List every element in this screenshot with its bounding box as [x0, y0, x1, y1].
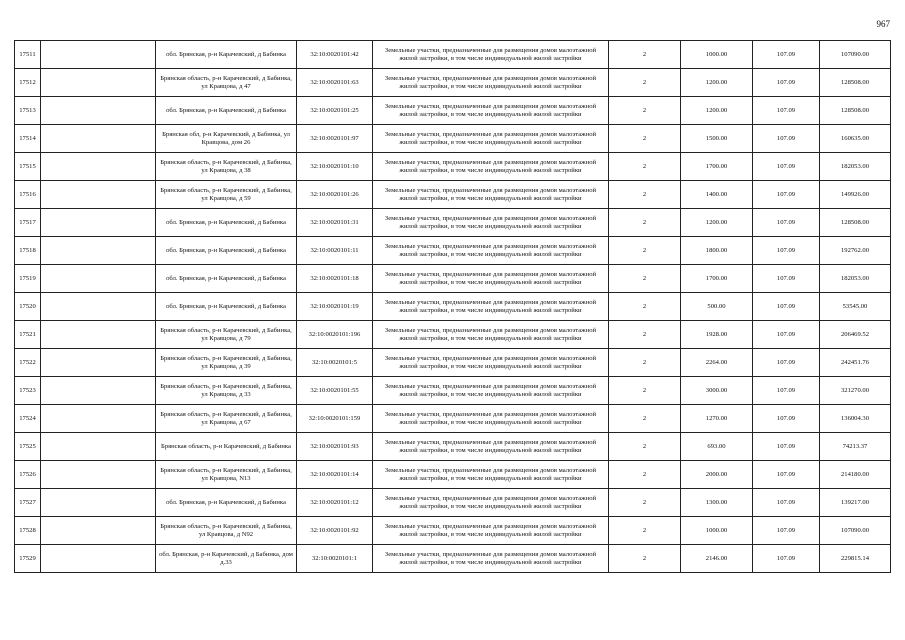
row-number: 17523	[15, 377, 41, 405]
address-cell: Брянская область, р-н Карачевский, д Бабинка, ул Кравцова, д 47	[156, 69, 297, 97]
spacer-cell	[41, 545, 156, 573]
address-cell: обл. Брянская, р-н Карачевский, д Бабинка	[156, 293, 297, 321]
group-code-cell: 2	[609, 433, 681, 461]
address-cell: Брянская область, р-н Карачевский, д Бабинка, ул Кравцова, д N92	[156, 517, 297, 545]
cadastral-number-cell: 32:10:0020101:42	[297, 41, 373, 69]
specific-value-cell: 107.09	[753, 153, 820, 181]
area-cell: 693.00	[681, 433, 753, 461]
area-cell: 1800.00	[681, 237, 753, 265]
specific-value-cell: 107.09	[753, 461, 820, 489]
row-number: 17525	[15, 433, 41, 461]
cadastral-value-cell: 214180.00	[820, 461, 891, 489]
specific-value-cell: 107.09	[753, 321, 820, 349]
cadastral-value-cell: 128508.00	[820, 97, 891, 125]
spacer-cell	[41, 293, 156, 321]
area-cell: 3000.00	[681, 377, 753, 405]
cadastral-value-cell: 182053.00	[820, 153, 891, 181]
specific-value-cell: 107.09	[753, 181, 820, 209]
cadastral-number-cell: 32:10:0020101:55	[297, 377, 373, 405]
row-number: 17513	[15, 97, 41, 125]
table-row	[15, 461, 891, 489]
land-purpose-cell: Земельные участки, предназначенные для размещения домов малоэтажной жилой застройки, в том числе индивидуальной жилой застройки	[373, 321, 609, 349]
spacer-cell	[41, 97, 156, 125]
cadastral-value-cell: 229815.14	[820, 545, 891, 573]
area-cell: 1500.00	[681, 125, 753, 153]
spacer-cell	[41, 461, 156, 489]
cadastral-number-cell: 32:10:0020101:92	[297, 517, 373, 545]
address-cell: обл. Брянская, р-н Карачевский, д Бабинка	[156, 209, 297, 237]
group-code-cell: 2	[609, 517, 681, 545]
group-code-cell: 2	[609, 209, 681, 237]
spacer-cell	[41, 237, 156, 265]
spacer-cell	[41, 125, 156, 153]
group-code-cell: 2	[609, 125, 681, 153]
cadastral-value-cell: 107090.00	[820, 517, 891, 545]
cadastral-value-cell: 242451.76	[820, 349, 891, 377]
address-cell: Брянская область, р-н Карачевский, д Бабинка, ул Кравцова, д 79	[156, 321, 297, 349]
spacer-cell	[41, 181, 156, 209]
row-number: 17514	[15, 125, 41, 153]
land-purpose-cell: Земельные участки, предназначенные для размещения домов малоэтажной жилой застройки, в том числе индивидуальной жилой застройки	[373, 517, 609, 545]
area-cell: 1300.00	[681, 489, 753, 517]
spacer-cell	[41, 405, 156, 433]
row-number: 17529	[15, 545, 41, 573]
land-purpose-cell: Земельные участки, предназначенные для размещения домов малоэтажной жилой застройки, в том числе индивидуальной жилой застройки	[373, 153, 609, 181]
group-code-cell: 2	[609, 405, 681, 433]
land-purpose-cell: Земельные участки, предназначенные для размещения домов малоэтажной жилой застройки, в том числе индивидуальной жилой застройки	[373, 181, 609, 209]
row-number: 17511	[15, 41, 41, 69]
specific-value-cell: 107.09	[753, 377, 820, 405]
table-row	[15, 517, 891, 545]
specific-value-cell: 107.09	[753, 125, 820, 153]
table-row	[15, 41, 891, 69]
group-code-cell: 2	[609, 489, 681, 517]
cadastral-number-cell: 32:10:0020101:93	[297, 433, 373, 461]
area-cell: 1270.00	[681, 405, 753, 433]
land-purpose-cell: Земельные участки, предназначенные для размещения домов малоэтажной жилой застройки, в том числе индивидуальной жилой застройки	[373, 265, 609, 293]
address-cell: обл. Брянская, р-н Карачевский, д Бабинка	[156, 41, 297, 69]
area-cell: 1400.00	[681, 181, 753, 209]
group-code-cell: 2	[609, 545, 681, 573]
spacer-cell	[41, 433, 156, 461]
spacer-cell	[41, 377, 156, 405]
row-number: 17524	[15, 405, 41, 433]
area-cell: 1700.00	[681, 153, 753, 181]
table-row	[15, 265, 891, 293]
cadastral-number-cell: 32:10:0020101:1	[297, 545, 373, 573]
table-row	[15, 293, 891, 321]
land-purpose-cell: Земельные участки, предназначенные для размещения домов малоэтажной жилой застройки, в том числе индивидуальной жилой застройки	[373, 349, 609, 377]
cadastral-number-cell: 32:10:0020101:97	[297, 125, 373, 153]
cadastral-number-cell: 32:10:0020101:11	[297, 237, 373, 265]
spacer-cell	[41, 41, 156, 69]
table-row	[15, 321, 891, 349]
table-row	[15, 433, 891, 461]
table-row	[15, 237, 891, 265]
address-cell: обл. Брянская, р-н Карачевский, д Бабинка	[156, 97, 297, 125]
row-number: 17526	[15, 461, 41, 489]
area-cell: 1000.00	[681, 517, 753, 545]
area-cell: 1200.00	[681, 209, 753, 237]
area-cell: 1200.00	[681, 97, 753, 125]
group-code-cell: 2	[609, 461, 681, 489]
cadastral-value-cell: 128508.00	[820, 69, 891, 97]
specific-value-cell: 107.09	[753, 293, 820, 321]
spacer-cell	[41, 265, 156, 293]
table-row	[15, 349, 891, 377]
cadastral-number-cell: 32:10:0020101:12	[297, 489, 373, 517]
row-number: 17518	[15, 237, 41, 265]
address-cell: Брянская область, р-н Карачевский, д Бабинка, ул Кравцова, д 33	[156, 377, 297, 405]
group-code-cell: 2	[609, 377, 681, 405]
row-number: 17516	[15, 181, 41, 209]
cadastral-value-cell: 53545.00	[820, 293, 891, 321]
spacer-cell	[41, 489, 156, 517]
address-cell: Брянская обл, р-н Карачевский, д Бабинка, ул Кравцова, дом 26	[156, 125, 297, 153]
land-purpose-cell: Земельные участки, предназначенные для размещения домов малоэтажной жилой застройки, в том числе индивидуальной жилой застройки	[373, 97, 609, 125]
specific-value-cell: 107.09	[753, 545, 820, 573]
area-cell: 1000.00	[681, 41, 753, 69]
land-purpose-cell: Земельные участки, предназначенные для размещения домов малоэтажной жилой застройки, в том числе индивидуальной жилой застройки	[373, 545, 609, 573]
cadastral-value-cell: 321270.00	[820, 377, 891, 405]
address-cell: Брянская область, р-н Карачевский, д Бабинка	[156, 433, 297, 461]
table-row	[15, 489, 891, 517]
page-number: 967	[876, 19, 890, 29]
cadastral-number-cell: 32:10:0020101:26	[297, 181, 373, 209]
group-code-cell: 2	[609, 153, 681, 181]
area-cell: 2146.00	[681, 545, 753, 573]
specific-value-cell: 107.09	[753, 433, 820, 461]
table-row	[15, 69, 891, 97]
land-purpose-cell: Земельные участки, предназначенные для размещения домов малоэтажной жилой застройки, в том числе индивидуальной жилой застройки	[373, 209, 609, 237]
cadastral-number-cell: 32:10:0020101:63	[297, 69, 373, 97]
table-row	[15, 209, 891, 237]
area-cell: 2000.00	[681, 461, 753, 489]
land-purpose-cell: Земельные участки, предназначенные для размещения домов малоэтажной жилой застройки, в том числе индивидуальной жилой застройки	[373, 41, 609, 69]
row-number: 17519	[15, 265, 41, 293]
row-number: 17512	[15, 69, 41, 97]
row-number: 17528	[15, 517, 41, 545]
address-cell: обл. Брянская, р-н Карачевский, д Бабинка	[156, 489, 297, 517]
row-number: 17527	[15, 489, 41, 517]
group-code-cell: 2	[609, 349, 681, 377]
area-cell: 1928.00	[681, 321, 753, 349]
spacer-cell	[41, 349, 156, 377]
land-purpose-cell: Земельные участки, предназначенные для размещения домов малоэтажной жилой застройки, в том числе индивидуальной жилой застройки	[373, 433, 609, 461]
spacer-cell	[41, 517, 156, 545]
cadastral-value-cell: 149926.00	[820, 181, 891, 209]
specific-value-cell: 107.09	[753, 237, 820, 265]
table-row	[15, 181, 891, 209]
spacer-cell	[41, 209, 156, 237]
spacer-cell	[41, 321, 156, 349]
specific-value-cell: 107.09	[753, 69, 820, 97]
cadastral-number-cell: 32:10:0020101:10	[297, 153, 373, 181]
group-code-cell: 2	[609, 265, 681, 293]
table-row	[15, 377, 891, 405]
row-number: 17521	[15, 321, 41, 349]
spacer-cell	[41, 153, 156, 181]
group-code-cell: 2	[609, 97, 681, 125]
cadastral-value-cell: 192762.00	[820, 237, 891, 265]
specific-value-cell: 107.09	[753, 405, 820, 433]
group-code-cell: 2	[609, 181, 681, 209]
group-code-cell: 2	[609, 69, 681, 97]
land-plots-table	[14, 40, 891, 573]
address-cell: обл. Брянская, р-н Карачевский, д Бабинка	[156, 265, 297, 293]
row-number: 17517	[15, 209, 41, 237]
land-purpose-cell: Земельные участки, предназначенные для размещения домов малоэтажной жилой застройки, в том числе индивидуальной жилой застройки	[373, 125, 609, 153]
land-purpose-cell: Земельные участки, предназначенные для размещения домов малоэтажной жилой застройки, в том числе индивидуальной жилой застройки	[373, 69, 609, 97]
address-cell: обл. Брянская, р-н Карачевский, д Бабинка	[156, 237, 297, 265]
spacer-cell	[41, 69, 156, 97]
cadastral-value-cell: 160635.00	[820, 125, 891, 153]
cadastral-number-cell: 32:10:0020101:159	[297, 405, 373, 433]
specific-value-cell: 107.09	[753, 489, 820, 517]
cadastral-value-cell: 136004.30	[820, 405, 891, 433]
cadastral-value-cell: 74213.37	[820, 433, 891, 461]
table-row	[15, 405, 891, 433]
area-cell: 1700.00	[681, 265, 753, 293]
area-cell: 1200.00	[681, 69, 753, 97]
area-cell: 500.00	[681, 293, 753, 321]
table-row	[15, 125, 891, 153]
row-number: 17515	[15, 153, 41, 181]
cadastral-value-cell: 182053.00	[820, 265, 891, 293]
address-cell: Брянская область, р-н Карачевский, д Бабинка, ул Кравцова, N13	[156, 461, 297, 489]
cadastral-value-cell: 128508.00	[820, 209, 891, 237]
group-code-cell: 2	[609, 41, 681, 69]
cadastral-number-cell: 32:10:0020101:18	[297, 265, 373, 293]
group-code-cell: 2	[609, 321, 681, 349]
land-purpose-cell: Земельные участки, предназначенные для размещения домов малоэтажной жилой застройки, в том числе индивидуальной жилой застройки	[373, 489, 609, 517]
row-number: 17520	[15, 293, 41, 321]
specific-value-cell: 107.09	[753, 517, 820, 545]
address-cell: Брянская область, р-н Карачевский, д Бабинка, ул Кравцова, д 67	[156, 405, 297, 433]
address-cell: Брянская область, р-н Карачевский, д Бабинка, ул Кравцова, д 39	[156, 349, 297, 377]
address-cell: обл. Брянская, р-н Карачевский, д Бабинка, дом д.33	[156, 545, 297, 573]
cadastral-number-cell: 32:10:0020101:5	[297, 349, 373, 377]
land-purpose-cell: Земельные участки, предназначенные для размещения домов малоэтажной жилой застройки, в том числе индивидуальной жилой застройки	[373, 293, 609, 321]
address-cell: Брянская область, р-н Карачевский, д Бабинка, ул Кравцова, д 59	[156, 181, 297, 209]
specific-value-cell: 107.09	[753, 265, 820, 293]
cadastral-number-cell: 32:10:0020101:31	[297, 209, 373, 237]
group-code-cell: 2	[609, 237, 681, 265]
specific-value-cell: 107.09	[753, 41, 820, 69]
specific-value-cell: 107.09	[753, 209, 820, 237]
address-cell: Брянская область, р-н Карачевский, д Бабинка, ул Кравцова, д 38	[156, 153, 297, 181]
cadastral-value-cell: 206469.52	[820, 321, 891, 349]
cadastral-number-cell: 32:10:0020101:25	[297, 97, 373, 125]
land-purpose-cell: Земельные участки, предназначенные для размещения домов малоэтажной жилой застройки, в том числе индивидуальной жилой застройки	[373, 377, 609, 405]
specific-value-cell: 107.09	[753, 349, 820, 377]
table-row	[15, 97, 891, 125]
cadastral-value-cell: 139217.00	[820, 489, 891, 517]
specific-value-cell: 107.09	[753, 97, 820, 125]
area-cell: 2264.00	[681, 349, 753, 377]
table-row	[15, 545, 891, 573]
cadastral-value-cell: 107090.00	[820, 41, 891, 69]
cadastral-number-cell: 32:10:0020101:196	[297, 321, 373, 349]
land-purpose-cell: Земельные участки, предназначенные для размещения домов малоэтажной жилой застройки, в том числе индивидуальной жилой застройки	[373, 405, 609, 433]
cadastral-number-cell: 32:10:0020101:14	[297, 461, 373, 489]
land-purpose-cell: Земельные участки, предназначенные для размещения домов малоэтажной жилой застройки, в том числе индивидуальной жилой застройки	[373, 461, 609, 489]
land-purpose-cell: Земельные участки, предназначенные для размещения домов малоэтажной жилой застройки, в том числе индивидуальной жилой застройки	[373, 237, 609, 265]
cadastral-number-cell: 32:10:0020101:19	[297, 293, 373, 321]
group-code-cell: 2	[609, 293, 681, 321]
row-number: 17522	[15, 349, 41, 377]
table-row	[15, 153, 891, 181]
